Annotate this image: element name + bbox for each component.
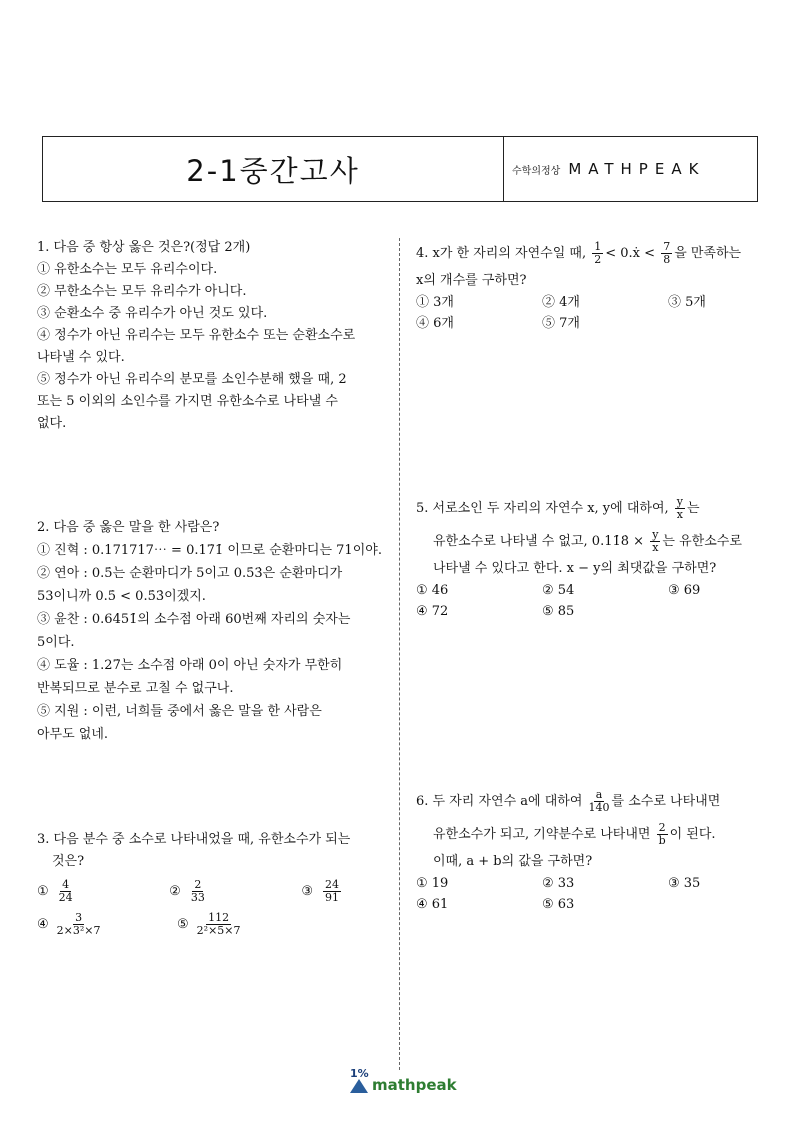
- brand-name: MATHPEAK: [568, 160, 706, 178]
- question-1-title: 1. 다음 중 항상 옳은 것은?(정답 2개): [37, 240, 251, 255]
- q2-line: ③ 윤찬 : 0.64̇51̇의 소수점 아래 60번째 자리의 숫자는: [37, 612, 351, 627]
- q4-options: [416, 292, 766, 334]
- question-4-title-cont: x의 개수를 구하면?: [416, 273, 527, 288]
- q1-line: ⑤ 정수가 아닌 유리수의 분모를 소인수분해 했을 때, 2: [37, 372, 347, 387]
- q1-line: ② 무한소수는 모두 유리수가 아니다.: [37, 284, 247, 299]
- question-6-title: 6. 두 자리 자연수 a에 대하여 $\frac{a}{140}$ 를 소수로 나타내면: [416, 788, 721, 814]
- question-2-title: 2. 다음 중 옳은 말을 한 사람은?: [37, 520, 220, 535]
- q4-option[interactable]: ① 3개: [416, 295, 454, 310]
- q1-line: ① 유한소수는 모두 유리수이다.: [37, 262, 218, 277]
- q3-options-row-1: [37, 879, 377, 904]
- q2-line: 반복되므로 분수로 고칠 수 없구나.: [37, 681, 234, 696]
- q1-line: 또는 5 이외의 소인수를 가지면 유한소수로 나타낼 수: [37, 394, 338, 409]
- q5-option[interactable]: ③ 69: [668, 583, 701, 598]
- q1-line: ④ 정수가 아닌 유리수는 모두 유한소수 또는 순환소수로: [37, 328, 356, 343]
- q3-option[interactable]: ② $\frac{2}{33}$: [169, 878, 205, 904]
- q5-option[interactable]: ⑤ 85: [542, 604, 575, 619]
- q3-option[interactable]: ③ $\frac{24}{91}$: [301, 878, 339, 904]
- q6-option[interactable]: ④ 61: [416, 897, 449, 912]
- header-box: [42, 136, 758, 202]
- question-1: [37, 237, 377, 435]
- q2-line: ① 진혁 : 0.171717⋯ = 0.17̇1̇ 이므로 순환마디는 71이야.: [37, 543, 382, 558]
- logo-percent: 1%: [350, 1067, 369, 1080]
- question-6: [416, 789, 766, 915]
- column-divider: [399, 238, 400, 1070]
- question-5-line-3: 나타낼 수 있다고 한다. x − y의 최댓값을 구하면?: [433, 561, 717, 576]
- question-3: [37, 829, 377, 937]
- q3-option[interactable]: ④ $\frac{3}{\text{2×3²×7}}$: [37, 911, 101, 937]
- mountain-icon: [350, 1079, 368, 1093]
- question-6-line-3: 이때, a + b의 값을 구하면?: [433, 854, 593, 869]
- q2-line: 53이니까 0.5̇ < 0.5̇3̇이겠지.: [37, 589, 206, 604]
- q4-option[interactable]: ② 4개: [542, 295, 580, 310]
- q2-line: 아무도 없네.: [37, 727, 109, 742]
- exam-title: 2-1중간고사: [43, 137, 504, 201]
- q3-options-row-2: [37, 912, 377, 937]
- q1-line: ③ 순환소수 중 유리수가 아닌 것도 있다.: [37, 306, 268, 321]
- q5-option[interactable]: ④ 72: [416, 604, 449, 619]
- question-3-title: 3. 다음 분수 중 소수로 나타내었을 때, 유한소수가 되는: [37, 832, 351, 847]
- q3-option[interactable]: ⑤ $\frac{112}{\text{2²×5×7}}$: [177, 911, 241, 937]
- q6-option[interactable]: ② 33: [542, 876, 575, 891]
- q2-line: ② 연아 : 0.5̇는 순환마디가 5이고 0.5̇3̇은 순환마디가: [37, 566, 343, 581]
- q4-option[interactable]: ③ 5개: [668, 295, 706, 310]
- question-5-title: 5. 서로소인 두 자리의 자연수 x, y에 대하여, $\frac{y}{x}$ 는: [416, 495, 700, 521]
- q6-option[interactable]: ① 19: [416, 876, 449, 891]
- brand-tagline: 수학의정상: [512, 165, 561, 177]
- question-6-line-2: 유한소수가 되고, 기약분수로 나타내면 $\frac{2}{b}$ 이 된다.: [433, 821, 716, 847]
- q2-line: 5이다.: [37, 635, 75, 650]
- q1-line: 없다.: [37, 416, 67, 431]
- question-4-title: 4. x가 한 자리의 자연수일 때, $\frac{1}{2}$ < 0.ẋ < $\frac{7}{8}$ 을 만족하는: [416, 240, 742, 266]
- q6-options: [416, 873, 766, 915]
- q2-line: ⑤ 지원 : 이런, 너희들 중에서 옳은 말을 한 사람은: [37, 704, 322, 719]
- mathpeak-logo: [350, 1067, 460, 1099]
- q1-line: 나타낼 수 있다.: [37, 350, 125, 365]
- q5-option[interactable]: ① 46: [416, 583, 449, 598]
- q6-option[interactable]: ③ 35: [668, 876, 701, 891]
- logo-text: mathpeak: [372, 1076, 457, 1094]
- q5-option[interactable]: ② 54: [542, 583, 575, 598]
- q6-option[interactable]: ⑤ 63: [542, 897, 575, 912]
- question-5: [416, 496, 766, 622]
- q4-option[interactable]: ⑤ 7개: [542, 316, 580, 331]
- q2-line: ④ 도율 : 1.27̇는 소수점 아래 0이 아닌 숫자가 무한히: [37, 658, 343, 673]
- q3-option[interactable]: ① $\frac{4}{24}$: [37, 878, 73, 904]
- question-3-title-cont: 것은?: [52, 854, 85, 869]
- q5-options: [416, 580, 766, 622]
- question-5-line-2: 유한소수로 나타낼 수 없고, 0.11̇8̇ × $\frac{y}{x}$ 는 유한소수로: [433, 528, 742, 554]
- brand-area: [504, 137, 757, 201]
- q4-option[interactable]: ④ 6개: [416, 316, 454, 331]
- question-4: [416, 241, 766, 334]
- question-2: [37, 516, 382, 746]
